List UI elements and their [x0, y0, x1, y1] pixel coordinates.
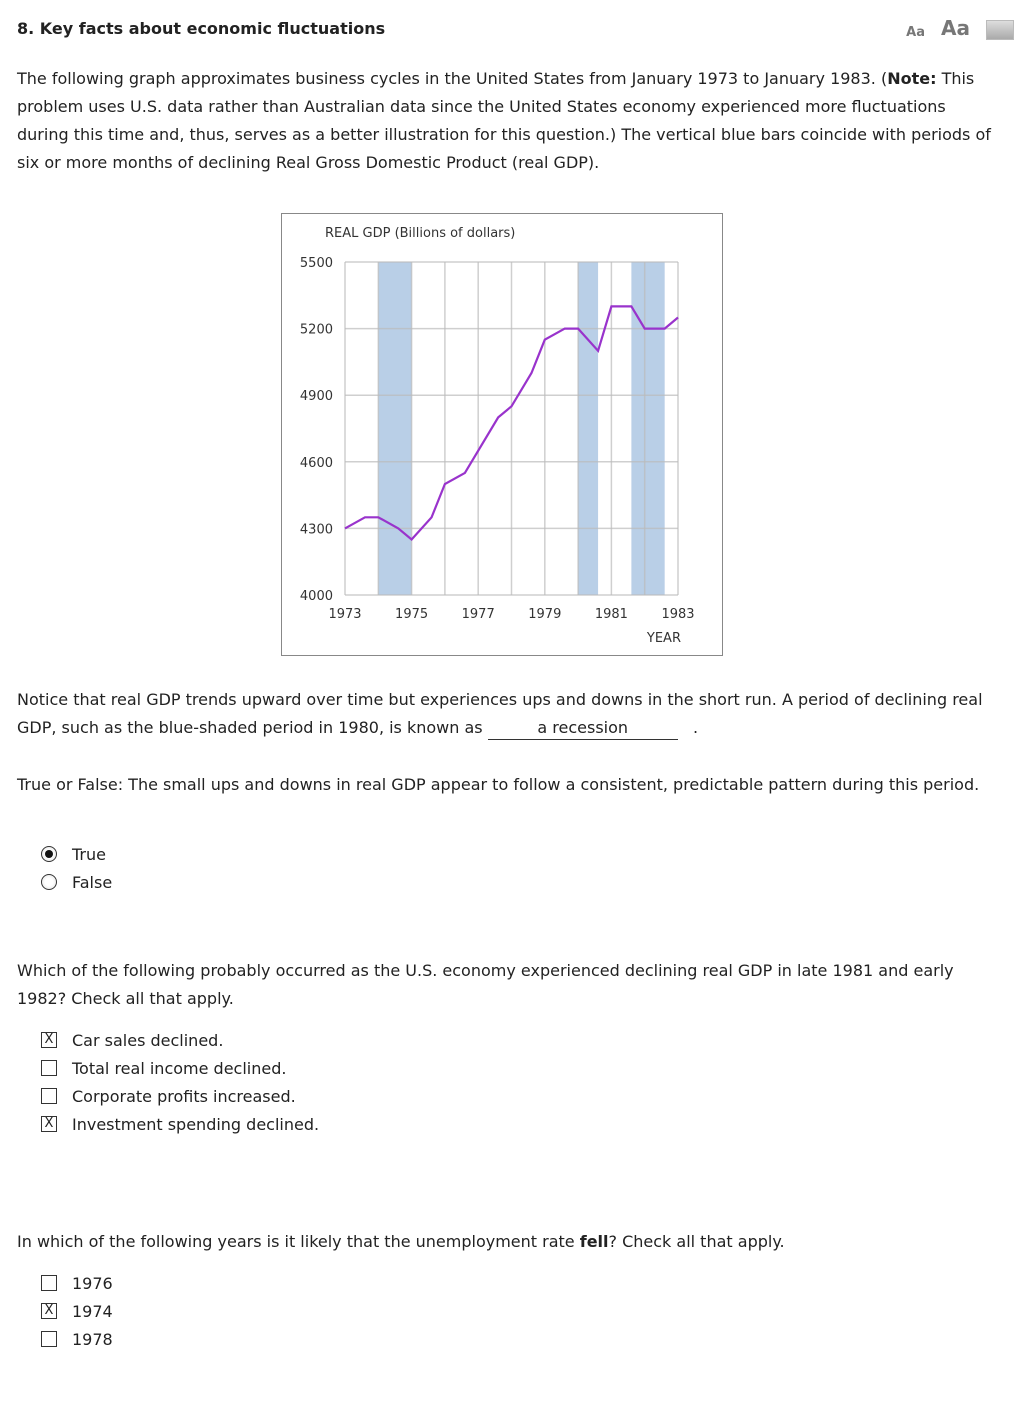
checkbox[interactable] [41, 1275, 57, 1291]
x-tick-label: 1981 [594, 607, 628, 622]
y-tick-label: 4900 [299, 389, 333, 405]
option-label: False [72, 872, 113, 892]
answer-blank[interactable]: a recession [488, 717, 678, 740]
checkbox[interactable] [41, 1060, 57, 1076]
x-axis-label: YEAR [646, 631, 681, 646]
option-label: True [72, 844, 106, 864]
y-tick-label: 5500 [299, 256, 333, 271]
toolbar [906, 16, 1014, 40]
radio-button[interactable] [41, 846, 57, 862]
option-label: Car sales declined. [72, 1030, 224, 1050]
option-label: 1978 [72, 1329, 113, 1349]
checkbox[interactable]: X [41, 1303, 57, 1319]
x-tick-label: 1983 [661, 607, 695, 622]
recession-bar [631, 262, 664, 595]
option-label: 1974 [72, 1301, 113, 1321]
option-label: 1976 [72, 1273, 113, 1293]
text-size-small-button[interactable]: Aa [906, 25, 926, 40]
question-title: 8. Key facts about economic fluctuations [17, 19, 386, 38]
intro-text: The following graph approximates business cycles in the United States from January 1973 to January 1983. (Note: This problem uses U.S. data rather than Australian data since the United States economy experienced more fluctuations during this time and, thus, serves as a better illustration for this question.) The vertical blue bars coincide with periods of six or more months of declining Real Gross Domestic Product (real GDP). [17, 69, 991, 172]
recession-bar [378, 262, 411, 595]
q4-text: In which of the following years is it likely that the unemployment rate fell? Check all that apply. [17, 1232, 785, 1251]
x-tick-label: 1979 [528, 607, 562, 622]
checkbox[interactable] [41, 1088, 57, 1104]
checkbox-option[interactable] [41, 1271, 113, 1295]
radio-button[interactable] [41, 874, 57, 890]
gdp-chart [281, 213, 723, 656]
x-tick-label: 1975 [395, 607, 429, 622]
y-tick-label: 5200 [299, 322, 333, 338]
x-tick-label: 1977 [461, 607, 495, 622]
y-tick-label: 4600 [299, 455, 333, 471]
chart-svg [282, 214, 722, 655]
radio-true[interactable] [41, 842, 106, 866]
recession-bar [578, 262, 598, 595]
chart-title: REAL GDP (Billions of dollars) [325, 226, 516, 241]
radio-false[interactable] [41, 870, 112, 894]
option-label: Total real income declined. [72, 1058, 287, 1078]
q2-text: True or False: The small ups and downs in real GDP appear to follow a consistent, predictable pattern during this period. [17, 775, 980, 794]
option-label: Corporate profits increased. [72, 1086, 296, 1106]
y-tick-label: 4300 [299, 522, 333, 538]
print-icon[interactable] [986, 20, 1014, 40]
checkbox-option[interactable] [41, 1028, 223, 1052]
x-tick-label: 1973 [328, 607, 362, 622]
y-tick-label: 4000 [299, 589, 333, 604]
checkbox[interactable]: X [41, 1116, 57, 1132]
checkbox-option[interactable] [41, 1112, 319, 1136]
checkbox-option[interactable] [41, 1056, 286, 1080]
q1-text: Notice that real GDP trends upward over time but experiences ups and downs in the short run. A period of declining real GDP, such as the blue-shaded period in 1980, is known as a recession . [17, 686, 1002, 742]
checkbox[interactable]: X [41, 1032, 57, 1048]
checkbox-option[interactable] [41, 1327, 113, 1351]
text-size-large-button[interactable]: Aa [941, 16, 970, 40]
q3-text: Which of the following probably occurred as the U.S. economy experienced declining real GDP in late 1981 and early 1982? Check all that apply. [17, 961, 954, 1008]
checkbox-option[interactable] [41, 1084, 296, 1108]
checkbox-option[interactable] [41, 1299, 113, 1323]
option-label: Investment spending declined. [72, 1114, 320, 1134]
checkbox[interactable] [41, 1331, 57, 1347]
